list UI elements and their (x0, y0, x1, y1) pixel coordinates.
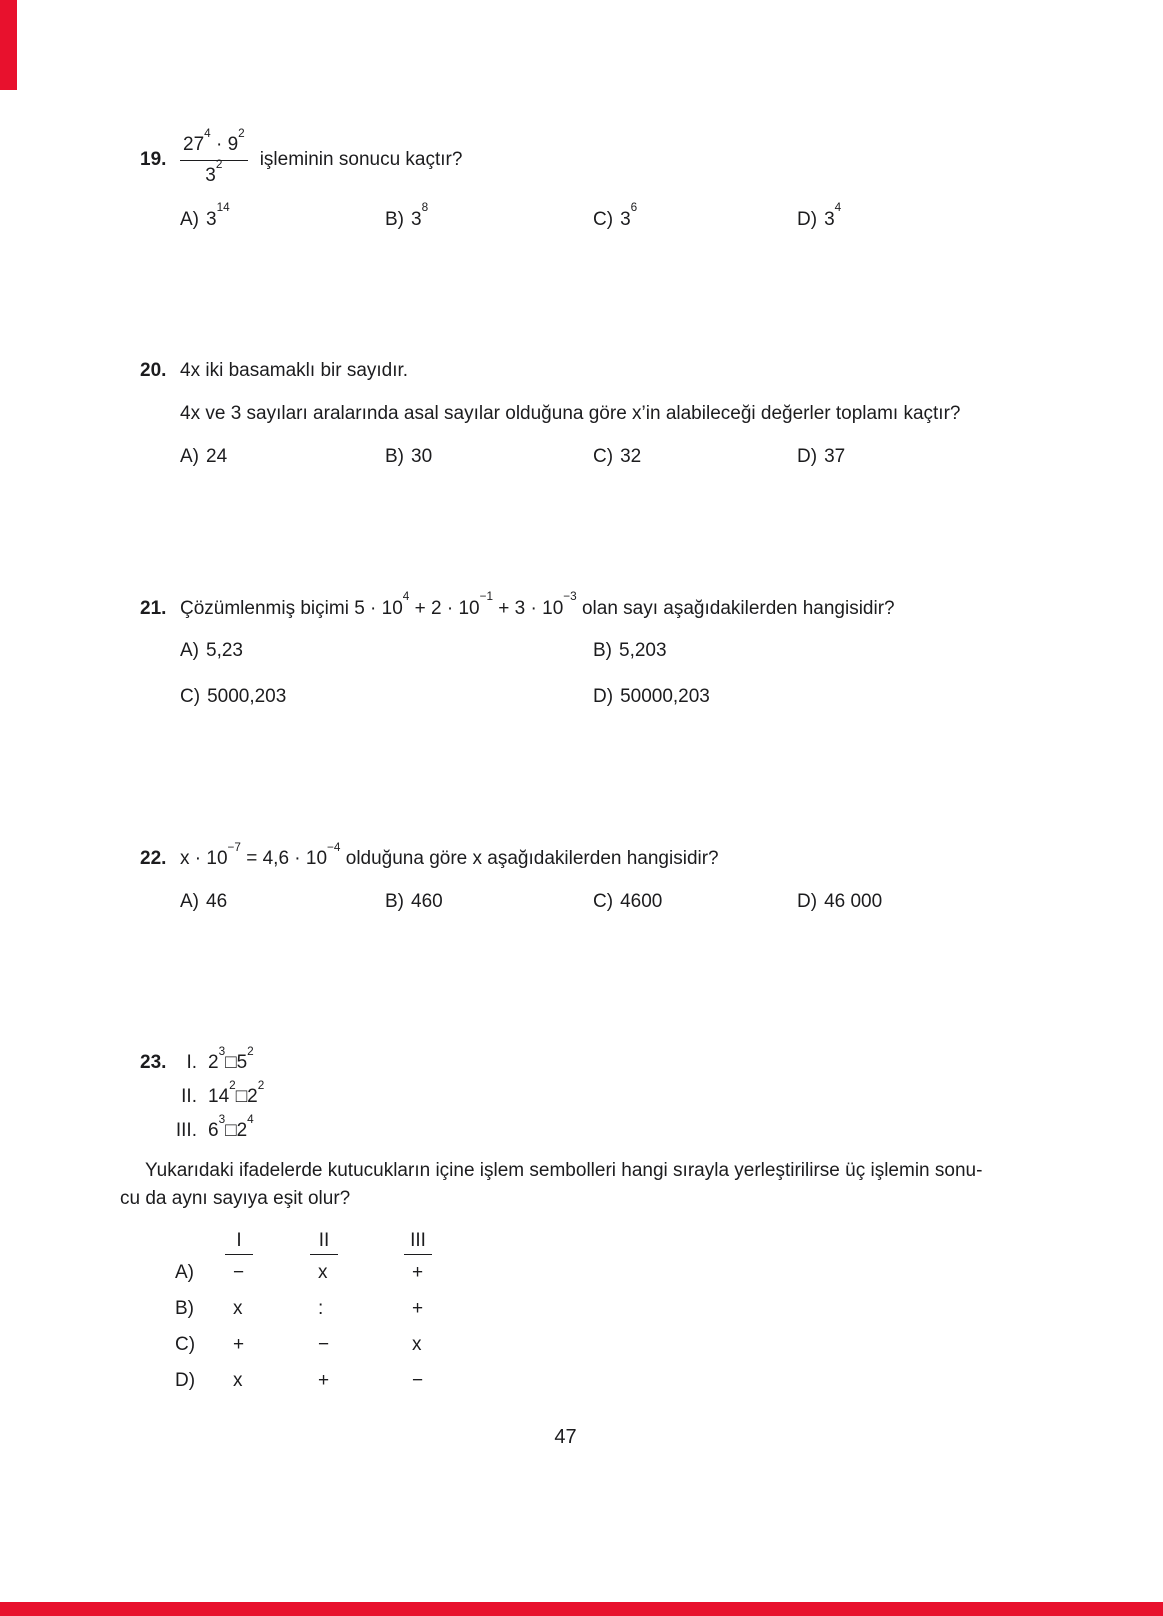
question-19-number: 19. (140, 149, 167, 171)
option-a-value: 46 (206, 890, 228, 912)
option-b-value: 5,203 (619, 640, 667, 662)
answer-symbol-table (175, 1223, 1103, 1399)
question-22-options (180, 890, 1103, 914)
option-row-b (175, 1291, 1103, 1327)
option-b-value: 460 (411, 890, 443, 912)
option-row-b-label: B) (175, 1297, 194, 1319)
statement-item-1-label: I. (186, 1052, 197, 1074)
column-header-cell-3 (412, 1229, 492, 1255)
symbol-cell: − (412, 1369, 424, 1391)
option-d-label: D) (797, 208, 818, 230)
column-header-I: I (225, 1229, 253, 1255)
symbol-cell: x (233, 1297, 243, 1319)
option-b (385, 445, 593, 469)
question-23-prompt-line-2: cu da aynı sayıya eşit olur? (120, 1187, 351, 1209)
question-20 (140, 359, 1103, 468)
question-23-number: 23. (140, 1052, 167, 1074)
option-c-value: 32 (620, 445, 642, 467)
option-c (593, 890, 797, 914)
option-d-label: D) (797, 445, 818, 467)
option-c (593, 201, 797, 232)
question-23-prompt (120, 1157, 1013, 1213)
symbol-cell: x (412, 1333, 422, 1355)
column-header-cell-2 (318, 1229, 412, 1255)
option-b-label: B) (385, 890, 404, 912)
option-d (797, 201, 1103, 232)
option-b-label: B) (385, 445, 404, 467)
option-row-c (175, 1327, 1103, 1363)
question-22-stem (140, 840, 1103, 871)
question-20-prompt: 4x ve 3 sayıları aralarında asal sayılar olduğuna göre x’in alabileceği değerler toplamı kaçtır? (180, 403, 961, 424)
statement-item-3-label: III. (175, 1119, 197, 1141)
option-c-label: C) (593, 890, 614, 912)
option-c-label: C) (593, 208, 614, 230)
question-21 (140, 590, 1103, 709)
option-a-value: $3^{14}$ (206, 201, 230, 230)
statement-item-3-expression: $6^3□2^4$ (208, 1112, 254, 1141)
red-bottom-edge-bar (0, 1602, 1163, 1616)
question-20-statement: 4x iki basamaklı bir sayıdır. (180, 360, 409, 382)
symbol-cell: : (318, 1297, 324, 1319)
statement-item-2-expression: $14^2□2^2$ (208, 1078, 265, 1107)
option-d (593, 685, 1103, 709)
option-row-a (175, 1255, 1103, 1291)
question-22 (140, 840, 1103, 914)
question-19-prompt: işleminin sonucu kaçtır? (259, 149, 463, 171)
symbol-cell: − (318, 1333, 330, 1355)
option-b-label: B) (593, 640, 612, 662)
symbol-cell: + (318, 1369, 330, 1391)
question-19-options (180, 201, 1103, 232)
question-23 (120, 1045, 1103, 1398)
option-a (180, 201, 385, 232)
option-d-label: D) (797, 890, 818, 912)
option-c (180, 685, 593, 709)
option-d-value: 46 000 (824, 890, 883, 912)
question-23-stem (140, 1045, 1103, 1075)
option-d-value: 50000,203 (620, 686, 710, 707)
option-c (593, 445, 797, 469)
option-a (180, 890, 385, 914)
question-22-body (180, 890, 1103, 914)
question-21-number: 21. (140, 597, 167, 619)
fraction-expression (180, 126, 248, 188)
option-a-label: A) (180, 445, 199, 467)
option-c-value: 5000,203 (207, 686, 287, 707)
question-22-number: 22. (140, 847, 167, 869)
option-b (385, 890, 593, 914)
question-21-stem (140, 590, 1103, 621)
symbol-table-header-row (175, 1223, 1103, 1255)
page-number: 47 (554, 1425, 577, 1448)
option-d-label: D) (593, 686, 614, 707)
option-row-a-label: A) (175, 1261, 194, 1283)
option-a-value: 5,23 (206, 640, 243, 662)
symbol-cell: + (412, 1297, 424, 1319)
question-21-body (180, 639, 1103, 709)
symbol-cell: x (233, 1369, 243, 1391)
option-d (797, 890, 1103, 914)
question-22-prompt: $x \cdot 10^{-7} = 4,6 \cdot 10^{-4}$ olduğuna göre x aşağıdakilerden hangisidir? (180, 840, 719, 869)
question-23-body (120, 1078, 1103, 1399)
option-d-value: 37 (824, 445, 846, 467)
statement-item-2-label: II. (181, 1086, 197, 1107)
statement-item-1 (180, 1045, 254, 1075)
option-d-value: $3^4$ (824, 201, 842, 230)
option-a-value: 24 (206, 445, 228, 467)
option-row-c-label: C) (175, 1333, 196, 1355)
option-d (797, 445, 1103, 469)
question-19 (140, 126, 1103, 231)
statement-item-2 (180, 1078, 1103, 1109)
symbol-cell: x (318, 1261, 328, 1283)
option-a-label: A) (180, 640, 199, 662)
option-c-label: C) (593, 445, 614, 467)
option-row-d (175, 1363, 1103, 1399)
option-b-value: $3^8$ (411, 201, 429, 230)
option-c-value: 4600 (620, 890, 663, 912)
option-a (180, 445, 385, 469)
option-c-label: C) (180, 686, 201, 707)
question-20-stem (140, 359, 1103, 383)
question-21-options (180, 639, 1103, 709)
column-header-cell-1 (233, 1229, 318, 1255)
statement-item-3 (175, 1112, 1103, 1143)
option-b (385, 201, 593, 232)
fraction-denominator: $3^2$ (205, 157, 223, 186)
option-a-label: A) (180, 208, 199, 230)
option-c-value: $3^6$ (620, 201, 638, 230)
column-header-III: III (404, 1229, 432, 1255)
statement-item-1-expression: $2^3□5^2$ (208, 1045, 254, 1074)
question-21-prompt: Çözümlenmiş biçimi $5 \cdot 10^4 + 2 \cdot 10^{-1} + 3 \cdot 10^{-3}$ olan sayı aşağıdakilerden hangisidir? (180, 590, 895, 619)
option-a-label: A) (180, 890, 199, 912)
question-19-body (180, 201, 1103, 232)
symbol-cell: + (412, 1261, 424, 1283)
option-b (593, 639, 1103, 663)
question-20-options (180, 445, 1103, 469)
question-20-body (180, 402, 1103, 469)
symbol-cell: + (233, 1333, 245, 1355)
column-header-II: II (310, 1229, 338, 1255)
question-23-prompt-line-1: Yukarıdaki ifadelerde kutucukların içine işlem sembolleri hangi sırayla yerleştirilirse üç işlemin sonu- (145, 1159, 983, 1181)
question-19-stem (140, 126, 1103, 188)
symbol-cell: − (233, 1261, 245, 1283)
option-row-d-label: D) (175, 1369, 196, 1391)
option-b-label: B) (385, 208, 404, 230)
fraction-numerator: $27^4 \cdot 9^2$ (180, 133, 248, 161)
option-b-value: 30 (411, 445, 433, 467)
question-20-number: 20. (140, 360, 167, 382)
red-left-edge-bar (0, 0, 17, 90)
option-a (180, 639, 593, 663)
